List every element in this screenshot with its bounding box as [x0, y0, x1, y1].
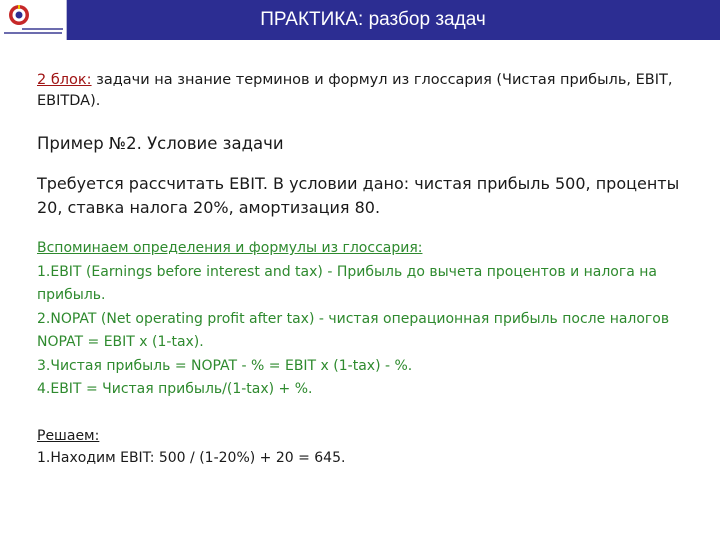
- university-emblem-icon: [8, 4, 30, 26]
- page-title: ПРАКТИКА: разбор задач: [260, 9, 486, 30]
- solution-heading: Решаем:: [37, 427, 100, 444]
- task-condition: Требуется рассчитать EBIT. В условии дано: чистая прибыль 500, проценты 20, ставка налога 20%, амортизация 80.: [37, 174, 680, 217]
- glossary-item: 2.NOPAT (Net operating profit after tax) - чистая операционная прибыль после налогов NOPAT = EBIT x (1-tax).: [37, 310, 670, 350]
- slide-content: [37, 70, 697, 469]
- logo: [0, 0, 67, 40]
- solution-section: [37, 425, 697, 469]
- glossary-section: [37, 237, 697, 402]
- block-description: [37, 70, 697, 112]
- header-bar: [0, 0, 720, 40]
- glossary-item: 1.EBIT (Earnings before interest and tax) - Прибыль до вычета процентов и налога на прибыль.: [37, 263, 657, 303]
- glossary-item: 4.EBIT = Чистая прибыль/(1-tax) + %.: [37, 381, 313, 397]
- block-label: 2 блок:: [37, 72, 92, 88]
- block-text: задачи на знание терминов и формул из глоссария (Чистая прибыль, EBIT, EBITDA).: [37, 72, 673, 109]
- logo-caption: [4, 28, 62, 36]
- solution-step: 1.Находим EBIT: 500 / (1-20%) + 20 = 645.: [37, 449, 346, 466]
- glossary-heading: Вспоминаем определения и формулы из глоссария:: [37, 240, 423, 256]
- example-title: Пример №2. Условие задачи: [37, 134, 284, 153]
- glossary-item: 3.Чистая прибыль = NOPAT - % = EBIT x (1-tax) - %.: [37, 357, 413, 374]
